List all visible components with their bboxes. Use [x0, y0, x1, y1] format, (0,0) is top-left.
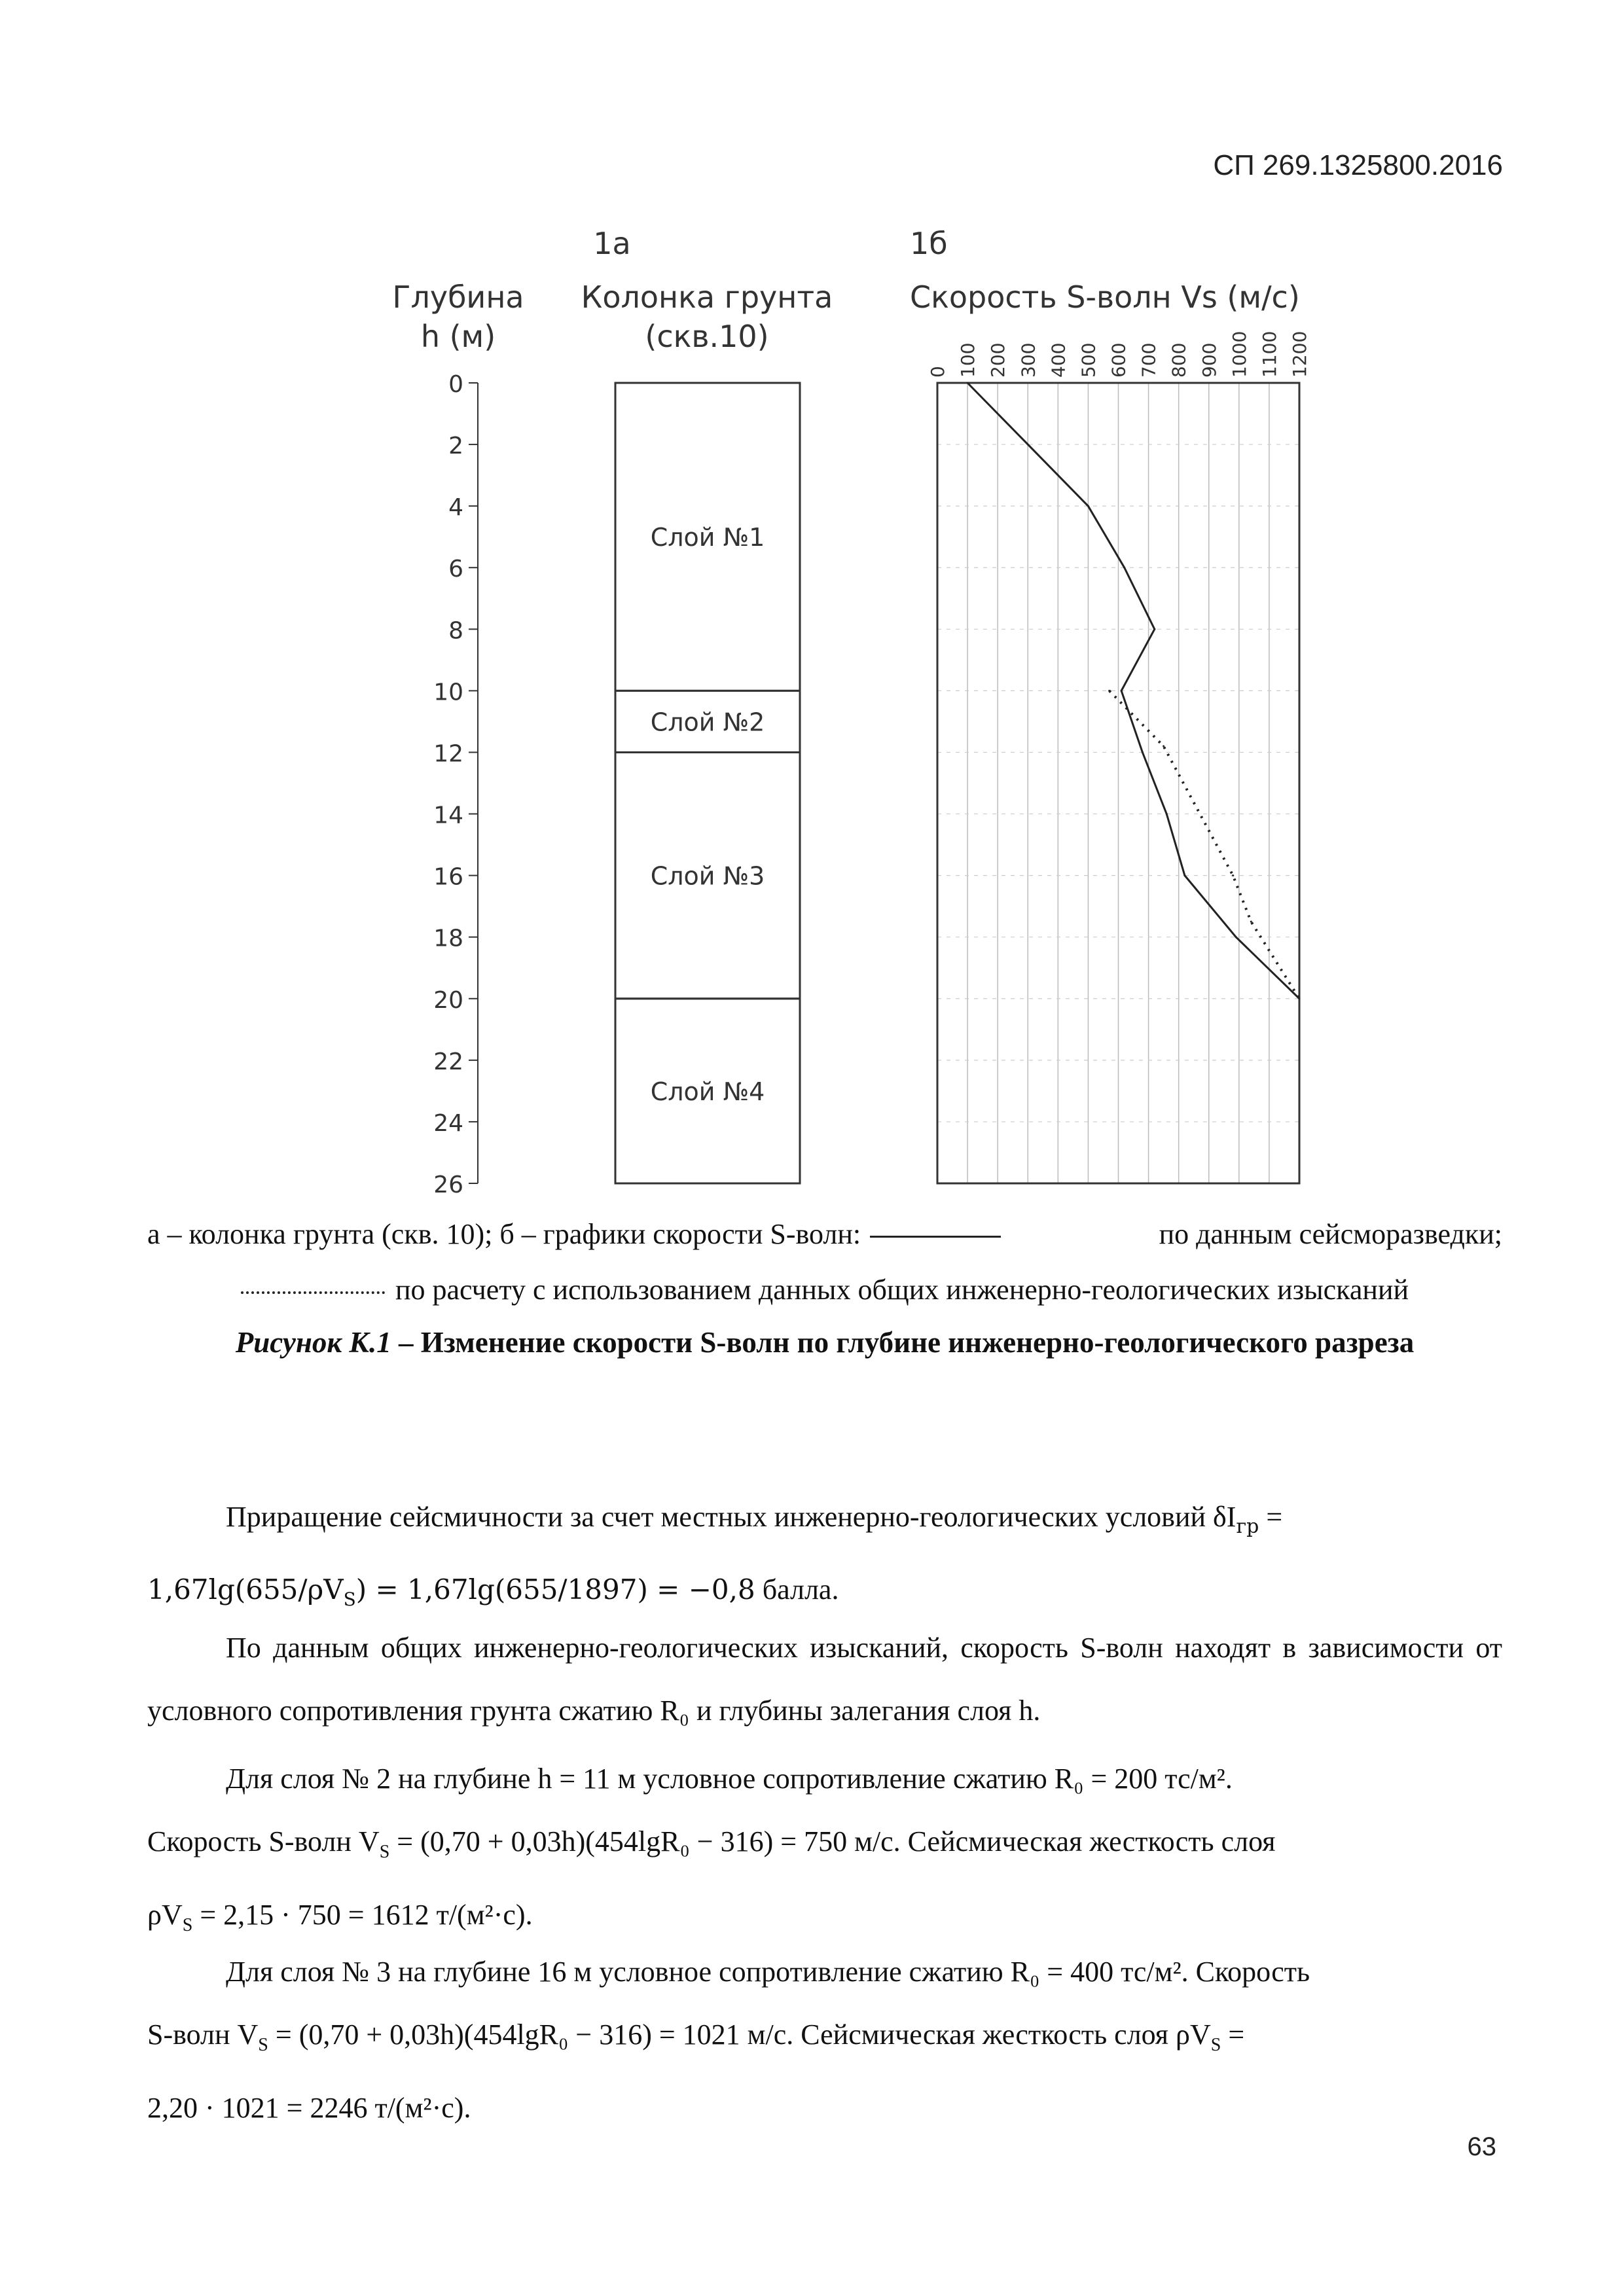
- series-point: [967, 382, 969, 384]
- depth-tick-label: 26: [433, 1172, 463, 1198]
- soil-column: [615, 383, 800, 1183]
- p1-sub: гр: [1236, 1515, 1259, 1538]
- p1-formula: 1,67lg(655/ρV: [147, 1573, 344, 1605]
- velocity-chart: [927, 331, 1310, 1183]
- depth-axis: [433, 371, 478, 1198]
- p1-text: Приращение сейсмичности за счет местных инженерно-геологических условий δI: [226, 1501, 1236, 1533]
- figure-label: Рисунок К.1: [235, 1326, 391, 1359]
- series-point: [1142, 751, 1144, 753]
- p3-line3b: = 2,15 · 750 = 1612 т/(м²·с).: [192, 1898, 533, 1931]
- velocity-tick-label: 500: [1077, 342, 1100, 378]
- series-point: [1121, 690, 1123, 692]
- p1-formula-rest: ) = 1,67lg(655/1897) = −0,8: [355, 1573, 755, 1605]
- p3-line2b: = (0,70 + 0,03h)(454lgR₀ − 316) = 750 м/с. Сейсмическая жесткость слоя: [389, 1825, 1276, 1857]
- velocity-tick-label: 1000: [1228, 331, 1250, 378]
- depth-tick-label: 12: [433, 740, 463, 768]
- velocity-chart-id: 1б: [910, 226, 948, 261]
- document-code: СП 269.1325800.2016: [1213, 149, 1503, 181]
- depth-tick-label: 0: [448, 371, 463, 398]
- p2-text: По данным общих инженерно-геологических изысканий, скорость S-волн находят в зависимости от условного сопротивления грунта сжатию R₀ и глубины залегания слоя h.: [147, 1632, 1502, 1727]
- caption-line1-left: [147, 1217, 1010, 1251]
- velocity-tick-label: 200: [987, 342, 1009, 378]
- depth-tick-label: 16: [433, 863, 463, 891]
- velocity-tick-label: 300: [1017, 342, 1039, 378]
- soil-column-borehole: (скв.10): [645, 319, 769, 354]
- depth-tick-label: 22: [433, 1048, 463, 1075]
- velocity-chart-title: Скорость S-волн Vs (м/с): [910, 279, 1300, 315]
- legend-dotted-line: [241, 1291, 385, 1294]
- p4-line2b: = (0,70 + 0,03h)(454lgR₀ − 316) = 1021 м/с. Сейсмическая жесткость слоя ρV: [268, 2018, 1211, 2051]
- depth-tick-label: 4: [448, 494, 463, 522]
- velocity-tick-label: 400: [1047, 342, 1070, 378]
- velocity-tick-label: 700: [1138, 342, 1160, 378]
- p1-eq: =: [1259, 1501, 1283, 1533]
- series-point: [1087, 505, 1089, 507]
- legend-solid-line: [870, 1236, 1001, 1238]
- caption-line1-text: а – колонка грунта (скв. 10); б – графики скорости S-волн:: [147, 1218, 861, 1250]
- p4-line2-sub2: S: [1210, 2034, 1221, 2055]
- soil-layer-label: Слой №1: [650, 523, 765, 552]
- p3-line2-sub: S: [379, 1841, 390, 1862]
- p4-line2a: S-волн V: [147, 2018, 259, 2051]
- series-point: [1250, 921, 1252, 923]
- velocity-tick-label: 0: [927, 366, 948, 378]
- series-point: [1183, 874, 1185, 876]
- p4-line1: Для слоя № 3 на глубине 16 м условное сопротивление сжатию R₀ = 400 тс/м². Скорость: [226, 1956, 1310, 1988]
- soil-layer-label: Слой №4: [650, 1077, 765, 1106]
- p4-line3: 2,20 · 1021 = 2246 т/(м²·с).: [147, 2091, 471, 2124]
- page-number: 63: [1467, 2132, 1496, 2161]
- depth-tick-label: 2: [448, 433, 463, 460]
- series-point: [1299, 997, 1301, 999]
- depth-tick-label: 20: [433, 986, 463, 1014]
- depth-tick-label: 8: [448, 617, 463, 645]
- figure-caption-line2: [147, 1273, 1502, 1306]
- series-point: [1153, 628, 1155, 630]
- paragraph-seismicity-increment: [147, 1486, 1502, 1631]
- caption-line1-right: по данным сейсморазведки;: [1159, 1218, 1502, 1250]
- series-point: [1027, 444, 1029, 446]
- p3-line3a: ρV: [147, 1898, 183, 1931]
- series-point: [1235, 936, 1237, 938]
- figure-title-text: – Изменение скорости S-волн по глубине инженерно-геологического разреза: [391, 1326, 1415, 1359]
- velocity-tick-label: 800: [1168, 342, 1190, 378]
- p1-tail: балла.: [755, 1573, 839, 1605]
- p3-line2a: Скорость S-волн V: [147, 1825, 380, 1857]
- velocity-tick-label: 600: [1108, 342, 1130, 378]
- series-point: [1163, 745, 1164, 747]
- paragraph-layer-2: [147, 1748, 1502, 1957]
- figure-title: [147, 1325, 1502, 1359]
- series-point: [1232, 874, 1234, 876]
- velocity-tick-label: 1200: [1289, 331, 1310, 378]
- p3-line3-sub: S: [182, 1914, 193, 1935]
- soil-column-id: 1а: [593, 226, 631, 261]
- depth-tick-label: 6: [448, 556, 463, 583]
- velocity-tick-label: 900: [1198, 342, 1220, 378]
- soil-layer-label: Слой №3: [650, 861, 765, 891]
- velocity-tick-label: 100: [957, 342, 979, 378]
- soil-column-title: Колонка грунта: [581, 279, 833, 315]
- caption-line2-text: по расчету с использованием данных общих инженерно-геологических изысканий: [395, 1274, 1409, 1306]
- figure-caption-legend: [147, 1217, 1502, 1251]
- paragraph-general-surveys: [147, 1617, 1502, 1742]
- depth-tick-label: 24: [433, 1109, 463, 1137]
- depth-tick-label: 10: [433, 679, 463, 706]
- p4-line2c: =: [1221, 2018, 1245, 2051]
- series-point: [1108, 690, 1110, 692]
- depth-axis-unit: h (м): [420, 319, 496, 354]
- paragraph-layer-3: [147, 1941, 1502, 2140]
- depth-tick-label: 18: [433, 925, 463, 952]
- series-point: [1166, 813, 1168, 815]
- velocity-tick-label: 1100: [1258, 331, 1280, 378]
- depth-tick-label: 14: [433, 802, 463, 829]
- soil-layer-label: Слой №2: [650, 708, 765, 737]
- p3-line1: Для слоя № 2 на глубине h = 11 м условное сопротивление сжатию R₀ = 200 тс/м².: [226, 1763, 1233, 1795]
- depth-axis-title: Глубина: [392, 279, 524, 315]
- series-point: [1123, 567, 1125, 569]
- p1-formula-sub: S: [343, 1588, 356, 1610]
- p4-line2-sub1: S: [258, 2034, 268, 2055]
